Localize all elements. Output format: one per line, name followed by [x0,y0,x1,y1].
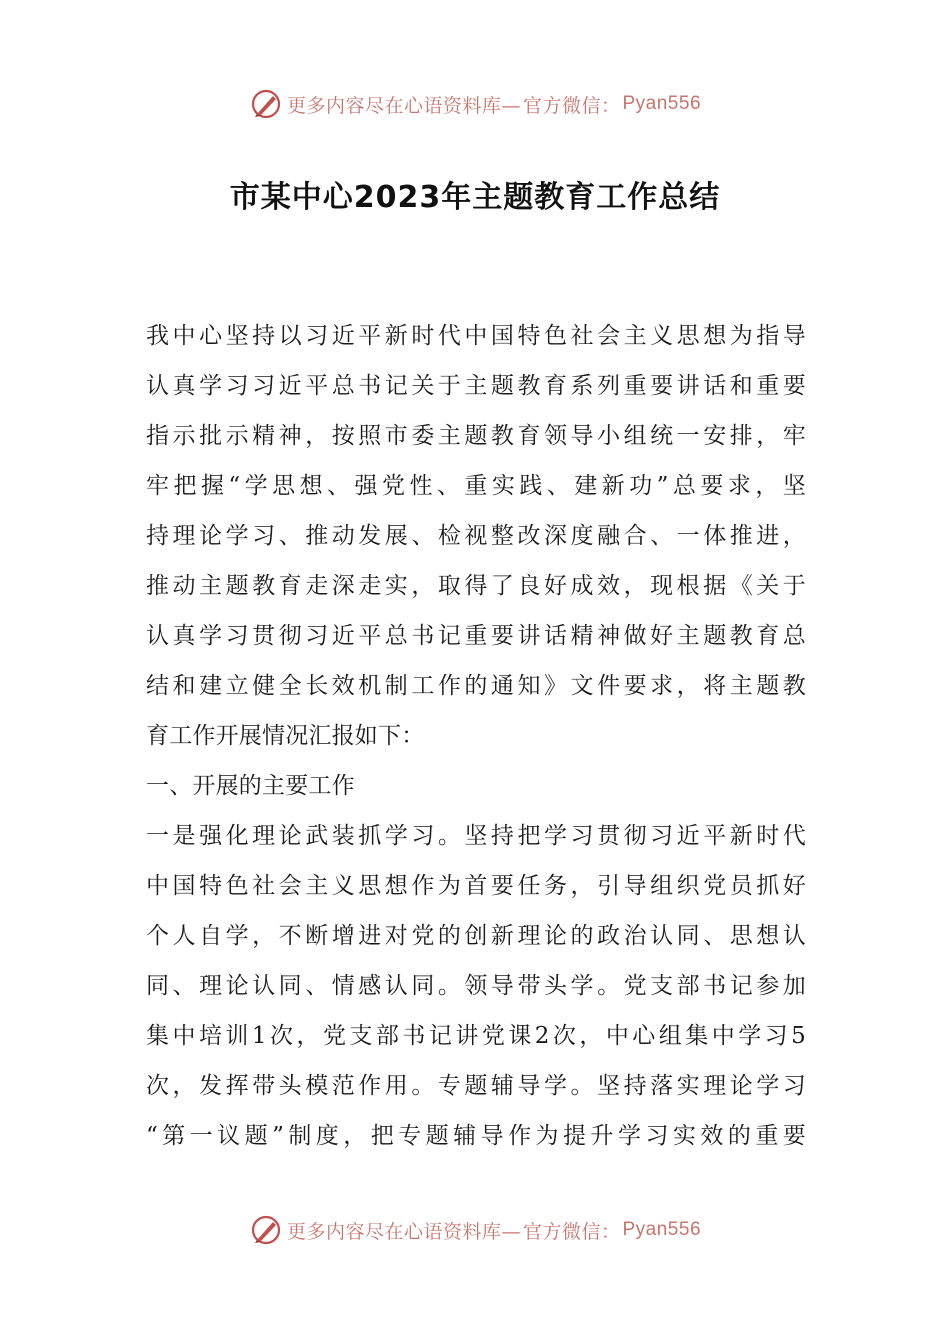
watermark-banner-bottom [0,1210,950,1250]
body-line-14: 同、理论认同、情感认同。领导带头学。党支部书记参加 [146,973,806,999]
watermark-banner-top [0,84,950,124]
section-heading: 一、开展的主要工作 [146,773,355,799]
body-line-11: 一是强化理论武装抓学习。坚持把学习贯彻习近平新时代 [146,823,806,849]
pen-logo-icon [249,1213,283,1247]
pen-logo-icon [249,87,283,121]
body-line-7: 认真学习贯彻习近平总书记重要讲话精神做好主题教育总 [146,623,806,649]
body-line-5: 持理论学习、推动发展、检视整改深度融合、一体推进， [146,523,806,549]
document-body [146,311,806,1161]
body-line-1: 我中心坚持以习近平新时代中国特色社会主义思想为指导 [146,323,806,349]
watermark-wechat-id: Pyan556 [622,1219,702,1240]
watermark-site-text: 更多内容尽在心语资料库— [286,1220,521,1243]
body-line-2: 认真学习习近平总书记关于主题教育系列重要讲话和重要 [146,373,806,399]
watermark-wechat-id: Pyan556 [622,93,702,114]
watermark-wechat-label: 官方微信： [522,94,621,117]
body-line-3: 指示批示精神，按照市委主题教育领导小组统一安排，牢 [146,423,806,449]
body-line-16: 次，发挥带头模范作用。专题辅导学。坚持落实理论学习 [146,1073,806,1099]
body-line-4: 牢把握“学思想、强党性、重实践、建新功”总要求，坚 [146,473,806,499]
body-line-8: 结和建立健全长效机制工作的通知》文件要求，将主题教 [146,673,806,699]
body-line-13: 个人自学，不断增进对党的创新理论的政治认同、思想认 [146,923,806,949]
document-title: 市某中心2023年主题教育工作总结 [229,180,721,215]
watermark-site-text: 更多内容尽在心语资料库— [286,94,521,117]
body-line-9: 育工作开展情况汇报如下： [146,723,425,749]
watermark-wechat-label: 官方微信： [522,1220,621,1243]
body-line-6: 推动主题教育走深走实，取得了良好成效，现根据《关于 [146,573,806,599]
body-line-17: “第一议题”制度，把专题辅导作为提升学习实效的重要 [146,1123,806,1149]
body-line-15: 集中培训1次，党支部书记讲党课2次，中心组集中学习5 [146,1023,806,1049]
body-line-12: 中国特色社会主义思想作为首要任务，引导组织党员抓好 [146,873,806,899]
